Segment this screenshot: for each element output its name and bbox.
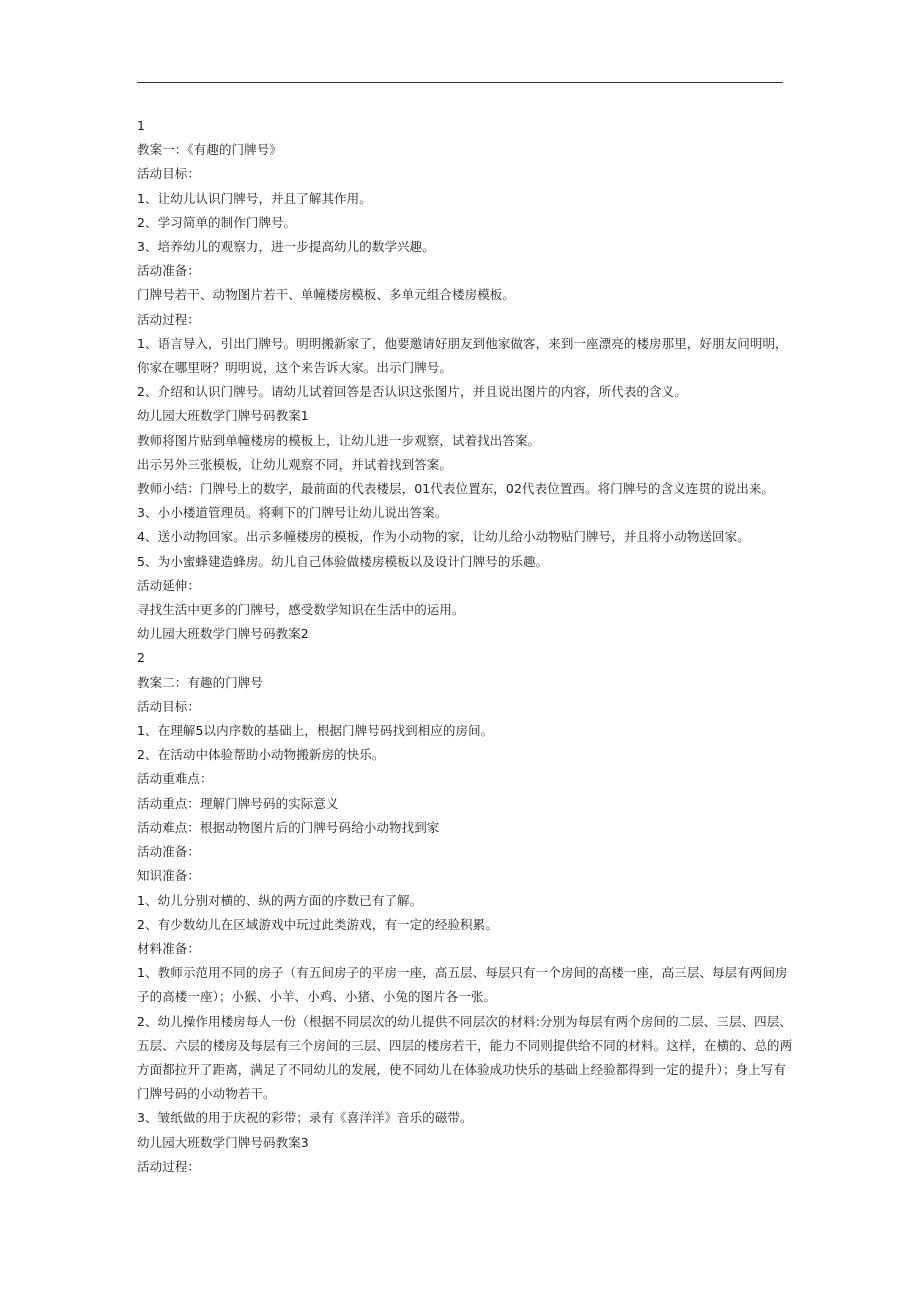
text-line: 活动准备： (137, 263, 201, 279)
text-line: 4、送小动物回家。出示多幢楼房的模板，作为小动物的家，让幼儿给小动物贴门牌号，并且将小动物送回家。 (137, 529, 750, 545)
text-line: 子的高楼一座）；小猴、小羊、小鸡、小猪、小兔的图片各一张。 (137, 989, 497, 1005)
text-line: 2、有少数幼儿在区域游戏中玩过此类游戏，有一定的经验积累。 (137, 916, 498, 932)
text-line: 寻找生活中更多的门牌号，感受数学知识在生活中的运用。 (137, 602, 465, 618)
text-line: 3、小小楼道管理员。将剩下的门牌号让幼儿说出答案。 (137, 505, 448, 521)
text-line: 门牌号码的小动物若干。 (137, 1086, 276, 1102)
text-line: 1、教师示范用不同的房子（有五间房子的平房一座，高五层、每层只有一个房间的高楼一座，高三层、每层有两间房 (137, 965, 788, 981)
text-line: 活动目标： (137, 166, 201, 182)
text-line: 你家在哪里呀？明明说，这个来告诉大家。出示门牌号。 (137, 360, 453, 376)
text-line: 五层、六层的楼房及每层有三个房间的三层、四层的楼房若干，能力不同则提供给不同的材料。这样，在横的、总的两 (137, 1037, 793, 1053)
text-line: 1 (137, 118, 146, 133)
text-line: 方面都拉开了距离，满足了不同幼儿的发展，使不同幼儿在体验成功快乐的基础上经验都得到一定的提升）；身上写有 (137, 1061, 786, 1077)
text-line: 2、介绍和认识门牌号。请幼儿试着回答是否认识这张图片，并且说出图片的内容，所代表的含义。 (137, 384, 687, 400)
text-line: 2、在活动中体验帮助小动物搬新房的快乐。 (137, 747, 385, 763)
text-line: 教师将图片贴到单幢楼房的模板上，让幼儿进一步观察，试着找出答案。 (137, 432, 541, 448)
text-line: 活动难点：根据动物图片后的门牌号码给小动物找到家 (137, 819, 440, 835)
text-line: 活动过程： (137, 1158, 201, 1174)
text-line: 教案一：《有趣的门牌号》 (137, 142, 282, 158)
text-line: 2、学习简单的制作门牌号。 (137, 214, 297, 230)
text-line: 活动过程： (137, 311, 201, 327)
text-line: 教案二：有趣的门牌号 (137, 674, 264, 690)
text-line: 5、为小蜜蜂建造蜂房。幼儿自己体验做楼房模板以及设计门牌号的乐趣。 (137, 553, 549, 569)
text-line: 活动准备： (137, 844, 201, 860)
document-body (137, 114, 793, 1179)
text-line: 活动重难点： (137, 771, 213, 787)
text-line: 1、语言导入，引出门牌号。明明搬新家了，他要邀请好朋友到他家做客，来到一座漂亮的楼房那里，好朋友问明明， (137, 335, 788, 351)
text-line: 1、幼儿分别对横的、纵的两方面的序数已有了解。 (137, 892, 423, 908)
text-line: 3、培养幼儿的观察力，进一步提高幼儿的数学兴趣。 (137, 239, 435, 255)
text-line: 幼儿园大班数学门牌号码教案2 (137, 626, 309, 642)
text-line: 幼儿园大班数学门牌号码教案3 (137, 1134, 309, 1150)
text-line: 活动延伸： (137, 577, 201, 593)
text-line: 材料准备： (137, 940, 201, 956)
text-line: 活动目标： (137, 698, 201, 714)
text-line: 3、皱纸做的用于庆祝的彩带；录有《喜洋洋》音乐的磁带。 (137, 1110, 473, 1126)
text-line: 门牌号若干、动物图片若干、单幢楼房模板、多单元组合楼房模板。 (137, 287, 516, 303)
header-rule (137, 82, 783, 83)
text-line: 2 (137, 650, 146, 666)
text-line: 1、在理解5以内序数的基础上，根据门牌号码找到相应的房间。 (137, 723, 494, 739)
text-line: 出示另外三张模板，让幼儿观察不同，并试着找到答案。 (137, 456, 453, 472)
text-line: 1、让幼儿认识门牌号，并且了解其作用。 (137, 190, 372, 206)
text-line: 2、幼儿操作用楼房每人一份（根据不同层次的幼儿提供不同层次的材料:分别为每层有两个房间的二层、三层、四层、 (137, 1013, 792, 1029)
text-line: 幼儿园大班数学门牌号码教案1 (137, 408, 309, 424)
text-line: 活动重点：理解门牌号码的实际意义 (137, 795, 339, 811)
text-line: 教师小结：门牌号上的数字，最前面的代表楼层，01代表位置东，02代表位置西。将门牌号的含义连贯的说出来。 (137, 481, 775, 497)
text-line: 知识准备： (137, 868, 201, 884)
